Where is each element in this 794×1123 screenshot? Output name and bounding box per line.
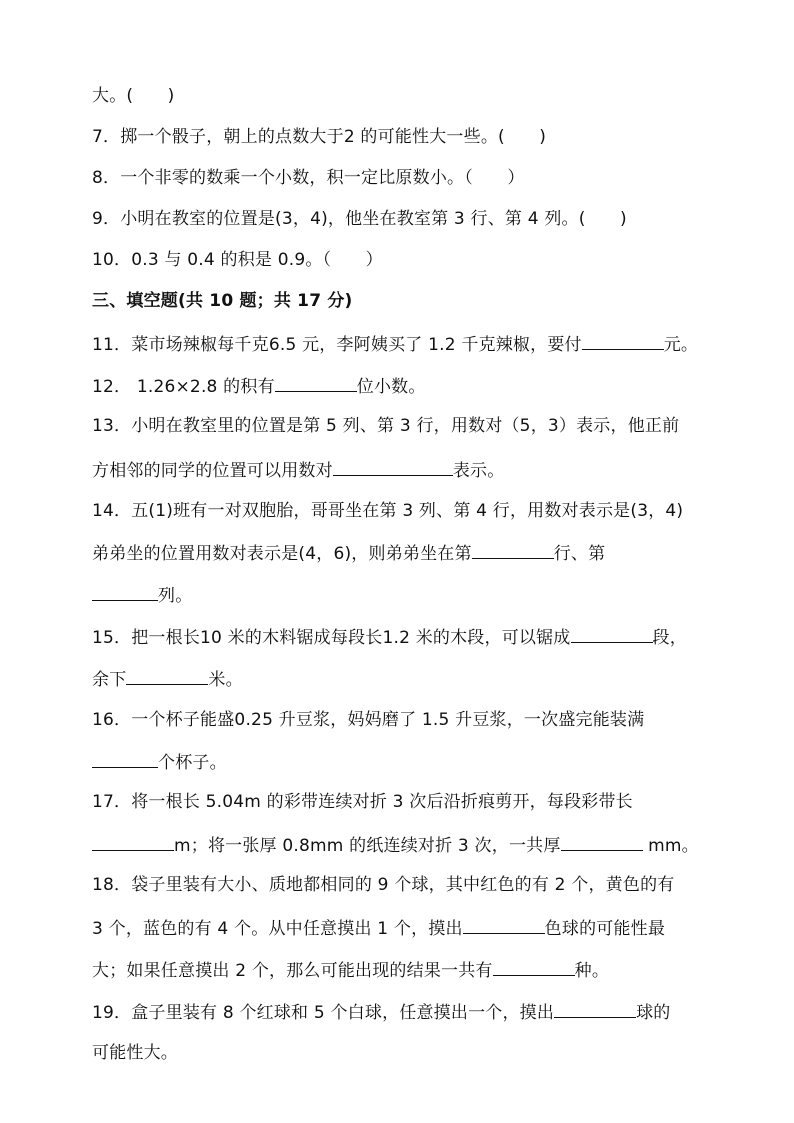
answer-blank[interactable] bbox=[463, 915, 545, 934]
question-13: 13．小明在教室里的位置是第 5 列、第 3 行，用数对（5，3）表示，他正前 bbox=[92, 416, 680, 436]
question-12: 12． 1.26×2.8 的积有 位小数。 bbox=[92, 373, 712, 399]
question-11: 11．菜市场辣椒每千克6.5 元，李阿姨买了 1.2 千克辣椒，要付 元。 bbox=[92, 331, 712, 357]
question-14-cont: 弟弟坐的位置用数对表示是(4，6)，则弟弟坐在第 行、第 bbox=[92, 540, 712, 566]
answer-blank[interactable] bbox=[92, 749, 158, 768]
question-9: 9．小明在教室的位置是(3，4)，他坐在教室第 3 行、第 4 列。( ) bbox=[92, 209, 627, 229]
question-8: 8．一个非零的数乘一个小数，积一定比原数小。（ ） bbox=[92, 168, 525, 188]
answer-blank[interactable] bbox=[126, 666, 208, 685]
answer-blank[interactable] bbox=[554, 999, 636, 1018]
question-18-cont-2: 大；如果任意摸出 2 个，那么可能出现的结果一共有 种。 bbox=[92, 957, 712, 983]
answer-blank[interactable] bbox=[493, 957, 575, 976]
question-18: 18．袋子里装有大小、质地都相同的 9 个球，其中红色的有 2 个，黄色的有 bbox=[92, 875, 675, 895]
answer-blank[interactable] bbox=[92, 832, 174, 851]
question-14: 14．五(1)班有一对双胞胎，哥哥坐在第 3 列、第 4 行，用数对表示是(3，4) bbox=[92, 501, 684, 521]
question-19: 19．盒子里装有 8 个红球和 5 个白球，任意摸出一个，摸出 球的 bbox=[92, 999, 712, 1025]
question-15-cont: 余下 米。 bbox=[92, 666, 712, 692]
question-17: 17．将一根长 5.04m 的彩带连续对折 3 次后沿折痕剪开，每段彩带长 bbox=[92, 792, 633, 812]
question-18-cont: 3 个，蓝色的有 4 个。从中任意摸出 1 个，摸出 色球的可能性最 bbox=[92, 915, 712, 941]
question-15: 15．把一根长10 米的木料锯成每段长1.2 米的木段，可以锯成 段， bbox=[92, 624, 712, 650]
question-13-cont: 方相邻的同学的位置可以用数对 表示。 bbox=[92, 457, 712, 483]
answer-blank[interactable] bbox=[275, 373, 357, 392]
question-19-cont: 可能性大。 bbox=[92, 1043, 178, 1063]
question-14-cont-2: 列。 bbox=[92, 582, 712, 608]
section-heading-fill-in: 三、填空题(共 10 题；共 17 分) bbox=[92, 291, 353, 311]
question-16: 16．一个杯子能盛0.25 升豆浆，妈妈磨了 1.5 升豆浆，一次盛完能装满 bbox=[92, 710, 645, 730]
answer-blank[interactable] bbox=[472, 540, 554, 559]
answer-blank[interactable] bbox=[561, 832, 643, 851]
question-6-end: 大。( ) bbox=[92, 86, 175, 106]
answer-blank[interactable] bbox=[582, 331, 664, 350]
question-7: 7．掷一个骰子，朝上的点数大于2 的可能性大一些。( ) bbox=[92, 127, 547, 147]
question-10: 10．0.3 与 0.4 的积是 0.9。（ ） bbox=[92, 250, 383, 270]
answer-blank[interactable] bbox=[92, 582, 158, 601]
answer-blank[interactable] bbox=[333, 457, 453, 476]
answer-blank[interactable] bbox=[571, 624, 653, 643]
question-17-cont: m；将一张厚 0.8mm 的纸连续对折 3 次，一共厚 mm。 bbox=[92, 832, 712, 858]
question-16-cont: 个杯子。 bbox=[92, 749, 712, 775]
